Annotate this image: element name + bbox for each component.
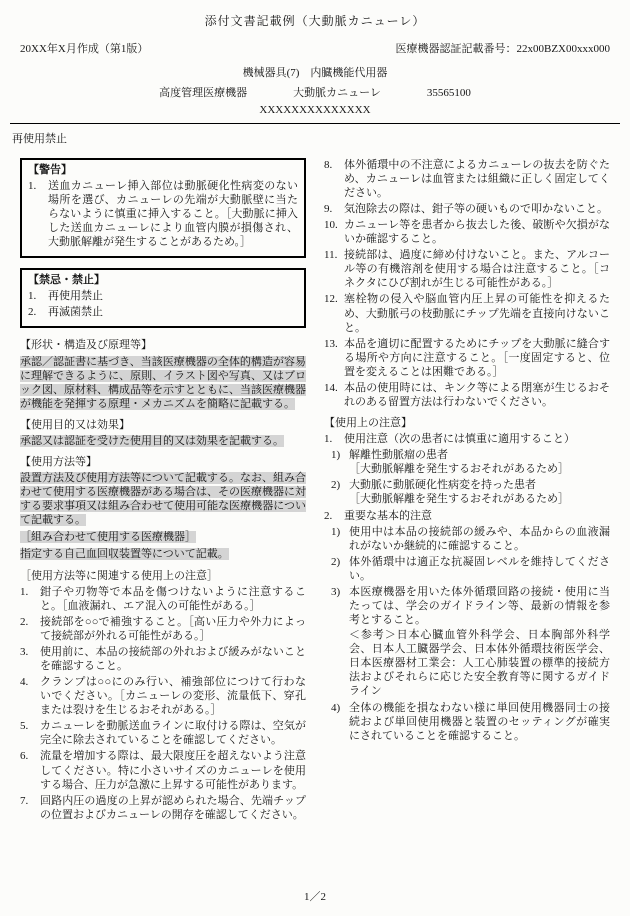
item-text: 使用注意（次の患者には慎重に適用すること） [344,433,575,446]
item-number: 7. [20,794,29,807]
usage-note-item [20,719,306,747]
usage-section [20,455,306,562]
usage-notes-continued [324,158,610,409]
contraindication-item [28,305,298,319]
placeholder-text: 承認／認証書に基づき、当該医療機器の全体的構造が容易に理解できるように、原則、イラスト図や写真、又はブロック図、原材料、構成品等を示すとともに、当該医療機器が機能を発揮する原理・メカニズムを簡略に記載する。 [20,355,306,410]
purpose-section [20,418,306,448]
item-number: 3. [20,645,29,658]
combo-device-heading: ［組み合わせて使用する医療機器］ [20,531,196,544]
item-number: 2. [20,615,29,628]
item-number: 1) [331,449,341,462]
subitem-text: 本医療機器を用いた体外循環回路の接続・使用に当たっては、学会のガイドライン等、最新の情報を参考とすること。 [349,585,610,627]
warning-item [28,179,298,249]
subitem-note: ［大動脈解離を発生するおそれがあるため］ [349,463,569,476]
item-number: 11. [324,249,338,262]
usage-note-item [324,292,610,334]
precautions-section [324,416,610,743]
item-text [349,478,610,506]
structure-heading: 【形状・構造及び原理等】 [20,339,152,352]
device-row [20,86,610,100]
precaution-subitem [324,478,610,506]
usage-notes-heading: ［使用方法等に関連する使用上の注意］ [20,569,218,582]
reference-text: ＜参考＞日本心臓血管外科学会、日本胸部外科学会、日本人工臓器学会、日本体外循環技術医学会、日本医療器材工業会：人工心肺装置の標準的接続方法およびそれらに応じた安全教育等に関するガイドライン [349,629,610,698]
usage-note-item [20,675,306,717]
item-text [349,448,610,476]
item-number: 2. [324,509,333,522]
item-text: 送血カニューレ挿入部位は動脈硬化性病変のない場所を選び、カニューレの先端が大動脈壁に当たらないように慎重に挿入すること。［大動脈に挿入した送血カニューレにより血管内膜が損傷され、大動脈解離が発生することがあるため。］ [48,179,298,249]
header-divider [10,123,620,124]
item-text: 接続部を○○で補強すること。［高い圧力や外力によって接続部が外れる可能性がある。］ [40,615,306,642]
precaution-item [324,509,610,523]
item-text: 鉗子や刃物等で本品を傷つけないように注意すること。［血液漏れ、エア混入の可能性がある。］ [40,585,306,612]
doc-title: 添付文書記載例（大動脈カニューレ） [204,14,426,28]
item-text: 回路内圧の過度の上昇が認められた場合、先端チップの位置およびカニューレの開存を確認してください。 [40,794,306,821]
item-text: 全体の機能を損なわない様に単回使用機器同士の接続および単回使用機器と装置のセッティングが確実にされていることを確認すること。 [349,701,610,742]
item-text: カニューレを動脈送血ラインに取付ける際は、空気が完全に除去されていることを確認してください。 [40,720,306,747]
precaution-item [324,432,610,446]
item-number: 1. [28,179,37,192]
item-text [349,585,610,699]
item-number: 6. [20,750,29,763]
item-number: 10. [324,219,338,232]
item-number: 1. [324,433,333,446]
item-number: 14. [324,381,338,394]
created-date: 20XX年X月作成（第1版） [20,43,149,56]
item-number: 2) [331,479,341,492]
item-number: 5. [20,720,29,733]
item-text: 再使用禁止 [48,290,103,303]
item-text: 気泡除去の際は、鉗子等の硬いもので叩かないこと。 [344,202,608,215]
structure-section [20,338,306,410]
item-text: 流量を増加する際は、最大限度圧を超えないよう注意してください。特に小さいサイズのカニューレを使用する場合、圧力が急激に上昇する可能性があります。 [40,750,306,791]
placeholder-text: 設置方法及び使用方法等について記載する。なお、組み合わせて使用する医療機器がある場合は、その医療機器に対する要求事項又は組み合わせて使用可能な医療機器について記載する。 [20,472,306,527]
contraindication-item [28,289,298,303]
left-column [20,158,306,829]
usage-note-item [324,218,610,246]
item-number: 1. [20,585,29,598]
warning-heading: 【警告】 [28,163,72,176]
item-text: 再滅菌禁止 [48,306,103,319]
combo-device-body [20,547,306,561]
contraindication-section [20,268,306,328]
warning-section [20,158,306,258]
placeholder-text: 承認又は認証を受けた使用目的又は効果を記載する。 [20,434,284,447]
item-text: 接続部は、過度に締め付けないこと。また、アルコール等の有機溶剤を使用する場合は注意すること。［コネクタにひび割れが生じる可能性がある。］ [344,249,610,290]
item-number: 1) [331,525,341,538]
purpose-heading: 【使用目的又は効果】 [20,418,130,431]
precaution-subitem [324,525,610,553]
usage-note-item [324,381,610,409]
item-number: 12. [324,293,338,306]
item-text: カニューレ等を患者から抜去した後、破断や欠損がないか確認すること。 [344,219,610,246]
reuse-ban-label: 再使用禁止 [12,132,67,145]
item-text: 使用前に、本品の接続部の外れおよび緩みがないことを確認すること。 [40,645,306,673]
subitem-text: 大動脈に動脈硬化性病変を持った患者 [349,479,536,492]
item-number: 4. [20,676,29,689]
page-number: 1／2 [304,890,326,903]
subitem-text: 解離性動脈瘤の患者 [349,449,448,462]
purpose-body [20,434,306,448]
precaution-subitem [324,555,610,583]
brand-name: XXXXXXXXXXXXXX [259,103,371,116]
usage-note-item [20,794,306,822]
item-number: 1. [28,290,37,303]
contraindication-heading: 【禁忌・禁止】 [28,274,105,287]
item-number: 8. [324,158,333,171]
item-text: 本品の使用時には、キンク等による閉塞が生じるおそれのある留置方法は行わないでください。 [344,381,610,408]
item-number: 4) [331,701,341,714]
usage-body [20,471,306,527]
usage-note-item [20,615,306,643]
jmdn-code: 35565100 [426,86,471,99]
usage-notes-section [20,569,306,822]
usage-note-item [20,585,306,613]
item-text: クランプは○○にのみ行い、補強部位につけて行わないでください。［カニューレの変形、流量低下、穿孔または裂けを生じるおそれがある。］ [40,676,306,717]
usage-note-item [324,202,610,216]
subitem-note: ［大動脈解離を発生するおそれがあるため］ [349,493,569,506]
item-number: 13. [324,337,338,350]
item-number: 3) [331,585,341,598]
cert-number: 医療機器認証記載番号：22x00BZX00xxx000 [395,43,610,56]
two-column-body [20,158,610,829]
structure-body [20,355,306,411]
item-text: 本品を適切に配置するためにチップを大動脈に縫合する場所や方向に注意すること。［一度固定すると、位置を変えることは困難である。］ [344,337,610,378]
item-text: 体外循環中の不注意によるカニューレの抜去を防ぐため、カニューレは血管または組織に正しく固定してください。 [344,158,610,199]
item-text: 塞栓物の侵入や脳血管内圧上昇の可能性を抑えるため、大動脈弓の枝動脈にチップ先端を直接向けないこと。 [344,293,610,334]
generic-name: 大動脈カニューレ [293,86,381,99]
usage-note-item [324,248,610,290]
precaution-subitem [324,448,610,476]
usage-heading: 【使用方法等】 [20,456,97,468]
precaution-subitem [324,701,610,743]
placeholder-text: 指定する自己血回収装置等について記載。 [20,548,229,561]
precaution-subitem [324,585,610,699]
device-class: 高度管理医療機器 [159,86,248,99]
usage-note-item [20,749,306,791]
item-number: 2) [331,555,341,568]
precautions-heading: 【使用上の注意】 [324,417,412,430]
right-column [324,158,610,750]
device-category: 機械器具(7) 内臓機能代用器 [242,67,388,80]
usage-note-item [324,337,610,379]
item-text: 重要な基本的注意 [344,509,432,522]
usage-note-item [20,645,306,673]
item-text: 使用中は本品の接続部の緩みや、本品からの血液漏れがないか継続的に確認すること。 [349,525,610,552]
usage-note-item [324,158,610,200]
item-number: 2. [28,306,37,319]
item-number: 9. [324,202,333,215]
meta-row [20,42,610,56]
item-text: 体外循環中は適正な抗凝固レベルを維持してください。 [349,555,610,582]
